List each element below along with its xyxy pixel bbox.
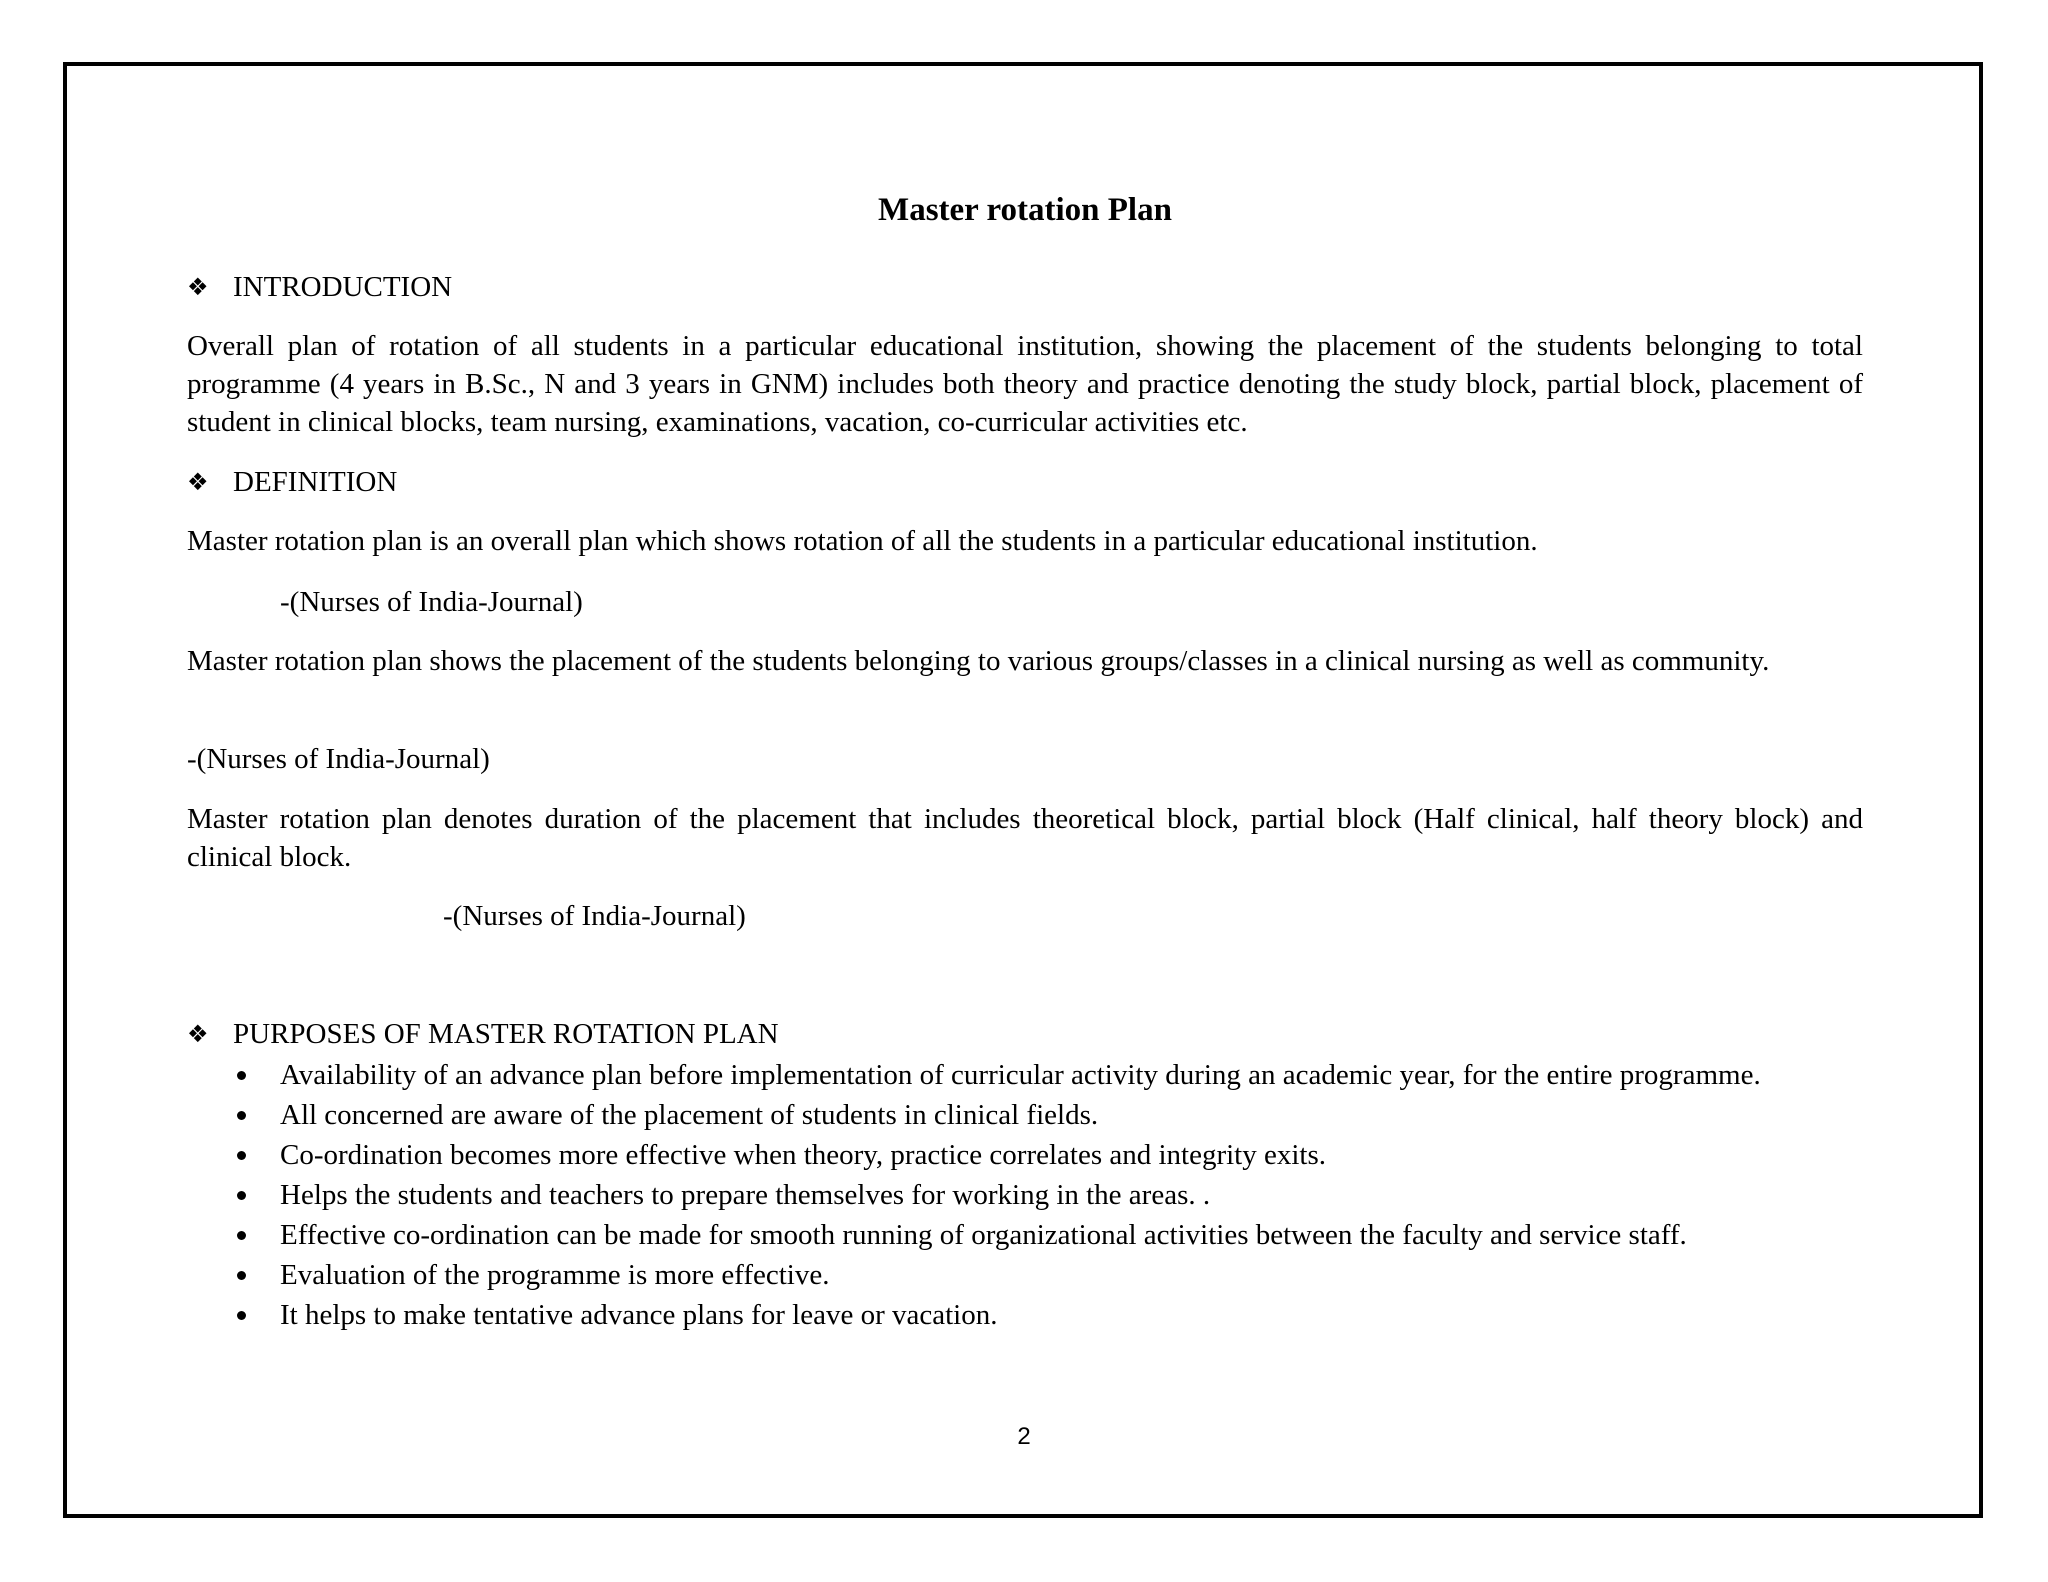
list-item: Helps the students and teachers to prepare themselves for working in the areas. . <box>187 1175 1863 1215</box>
section-heading-definition <box>187 463 397 501</box>
definition-citation-3: -(Nurses of India-Journal) <box>443 900 746 932</box>
diamond-bullet-icon: ❖ <box>187 1020 209 1048</box>
bullet-dot-icon <box>237 1071 246 1080</box>
list-item: Effective co-ordination can be made for smooth running of organizational activities between the faculty and service staff. <box>187 1215 1863 1255</box>
purposes-list <box>187 1055 1863 1335</box>
list-item: All concerned are aware of the placement of students in clinical fields. <box>187 1095 1863 1135</box>
list-item: Co-ordination becomes more effective when theory, practice correlates and integrity exits. <box>187 1135 1863 1175</box>
definition-citation-1: -(Nurses of India-Journal) <box>280 586 583 618</box>
diamond-bullet-icon: ❖ <box>187 273 209 301</box>
bullet-dot-icon <box>237 1151 246 1160</box>
definition-citation-2: -(Nurses of India-Journal) <box>187 743 490 775</box>
purposes-heading-text: PURPOSES OF MASTER ROTATION PLAN <box>233 1018 779 1050</box>
introduction-heading-text: INTRODUCTION <box>233 271 453 303</box>
bullet-dot-icon <box>237 1271 246 1280</box>
section-heading-introduction <box>187 268 452 306</box>
list-item: Evaluation of the programme is more effective. <box>187 1255 1863 1295</box>
bullet-dot-icon <box>237 1311 246 1320</box>
introduction-paragraph: Overall plan of rotation of all students in a particular educational institution, showing the placement of the students belonging to total programme (4 years in B.Sc., N and 3 years in GNM) includes both theory and practice denoting the study block, partial block, placement of student in clinical blocks, team nursing, examinations, vacation, co-curricular activities etc. <box>187 330 1863 438</box>
bullet-dot-icon <box>237 1111 246 1120</box>
page-number: 2 <box>1017 1423 1031 1450</box>
list-item: Availability of an advance plan before implementation of curricular activity during an academic year, for the entire programme. <box>187 1055 1863 1095</box>
definition-heading-text: DEFINITION <box>233 466 398 498</box>
bullet-dot-icon <box>237 1191 246 1200</box>
definition-text-2: Master rotation plan shows the placement of the students belonging to various groups/classes in a clinical nursing as well as community. <box>187 645 1770 677</box>
section-heading-purposes <box>187 1015 779 1053</box>
page-title: Master rotation Plan <box>878 192 1172 228</box>
diamond-bullet-icon: ❖ <box>187 468 209 496</box>
definition-text-1: Master rotation plan is an overall plan which shows rotation of all the students in a particular educational institution. <box>187 525 1538 557</box>
definition-text-3: Master rotation plan denotes duration of the placement that includes theoretical block, partial block (Half clinical, half theory block) and clinical block. <box>187 803 1863 873</box>
list-item: It helps to make tentative advance plans for leave or vacation. <box>187 1295 1863 1335</box>
bullet-dot-icon <box>237 1231 246 1240</box>
